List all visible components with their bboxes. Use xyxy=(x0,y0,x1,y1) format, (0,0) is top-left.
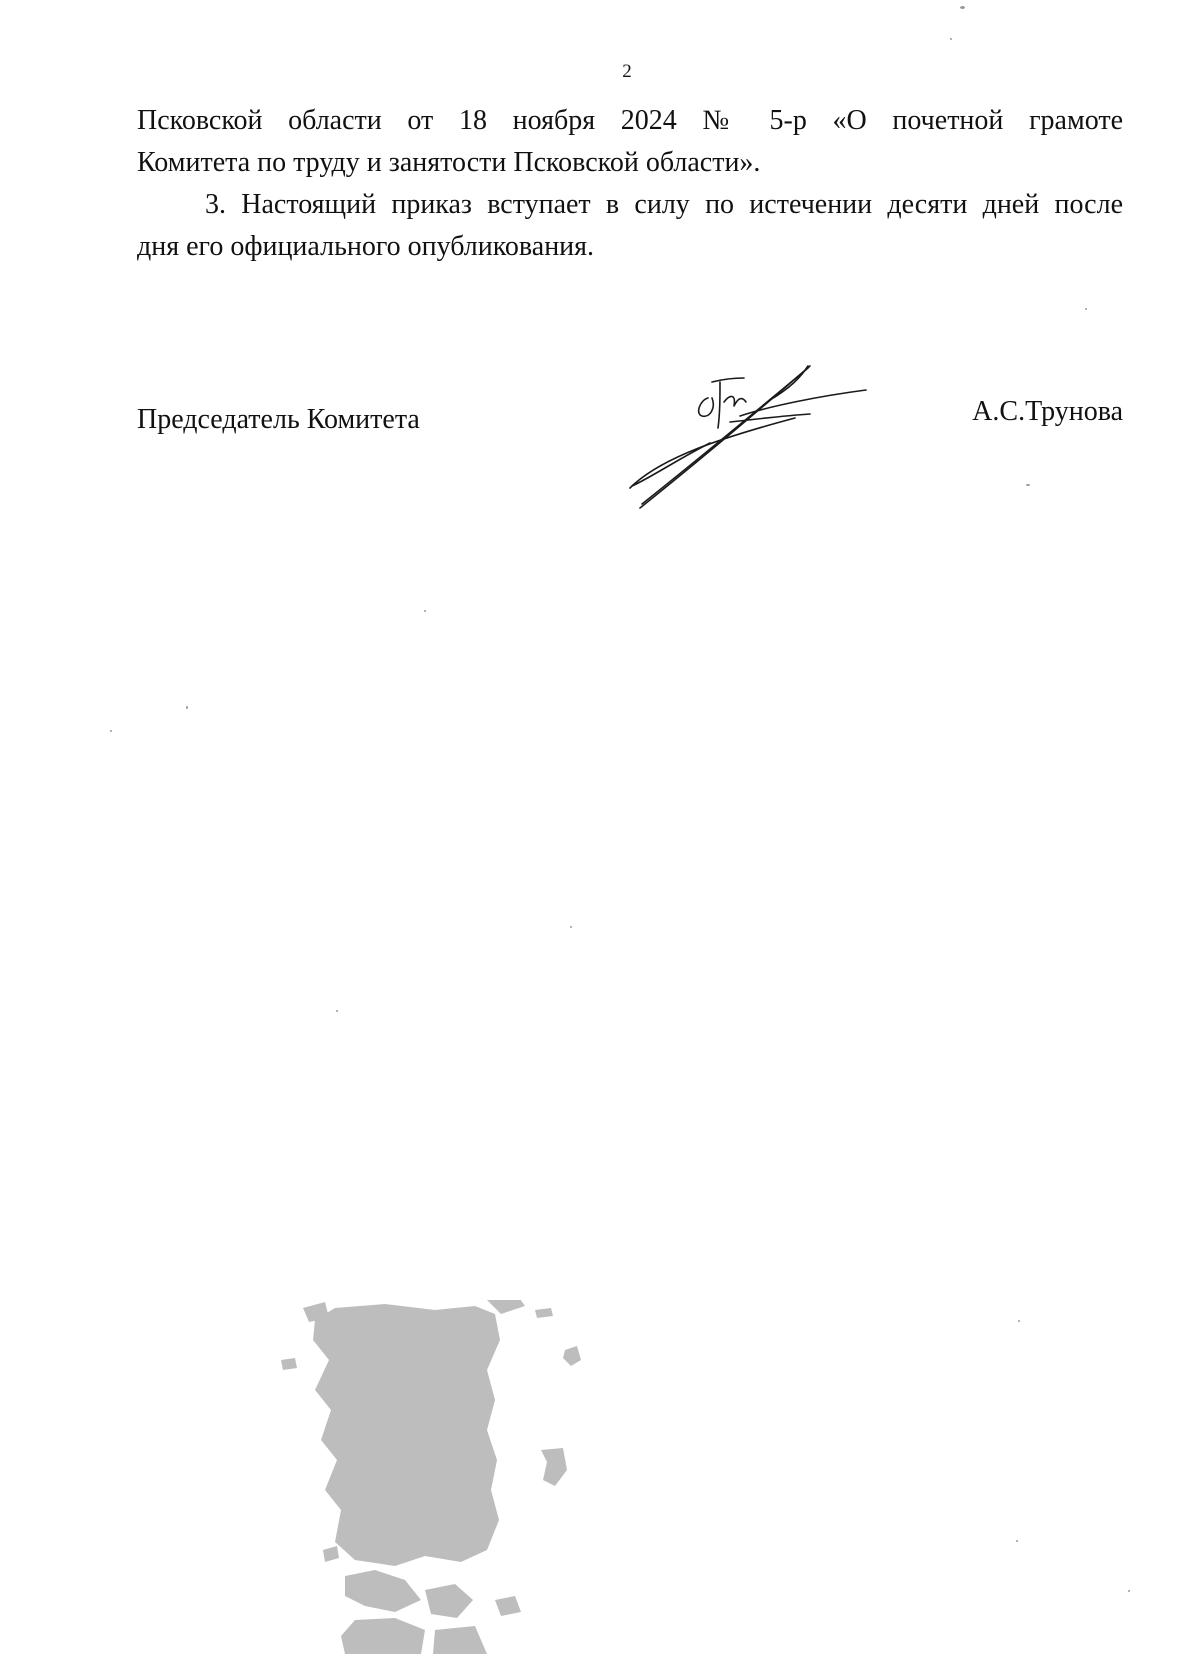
scan-speck xyxy=(950,38,952,40)
scan-speck xyxy=(1018,1320,1020,1322)
scan-speck xyxy=(186,706,188,709)
scan-speck xyxy=(1016,1540,1018,1542)
scan-speck xyxy=(424,610,426,612)
scan-speck xyxy=(1026,484,1030,486)
paragraph-continuation xyxy=(137,100,1123,184)
scan-speck xyxy=(570,926,572,928)
page-number: 2 xyxy=(622,61,632,82)
scan-artifact-blot xyxy=(225,1300,645,1654)
paragraph-line: 3. Настоящий приказ вступает в силу по истечении десяти дней после xyxy=(205,189,1123,220)
paragraph-line: Псковской области от 18 ноября 2024 № 5-р «О почетной грамоте xyxy=(137,105,1123,136)
scan-speck xyxy=(110,730,112,732)
paragraph-line: дня его официального опубликования. xyxy=(137,231,595,262)
scan-speck xyxy=(1128,1590,1130,1592)
scan-speck xyxy=(1085,308,1087,310)
signer-position: Председатель Комитета xyxy=(137,404,420,435)
paragraph-item-3 xyxy=(137,184,1123,268)
paragraph-line: Комитета по труду и занятости Псковской области». xyxy=(137,147,761,178)
handwritten-signature xyxy=(620,358,880,518)
scan-speck xyxy=(336,1010,338,1012)
scan-speck xyxy=(960,6,965,9)
signer-name: А.С.Трунова xyxy=(972,396,1123,427)
